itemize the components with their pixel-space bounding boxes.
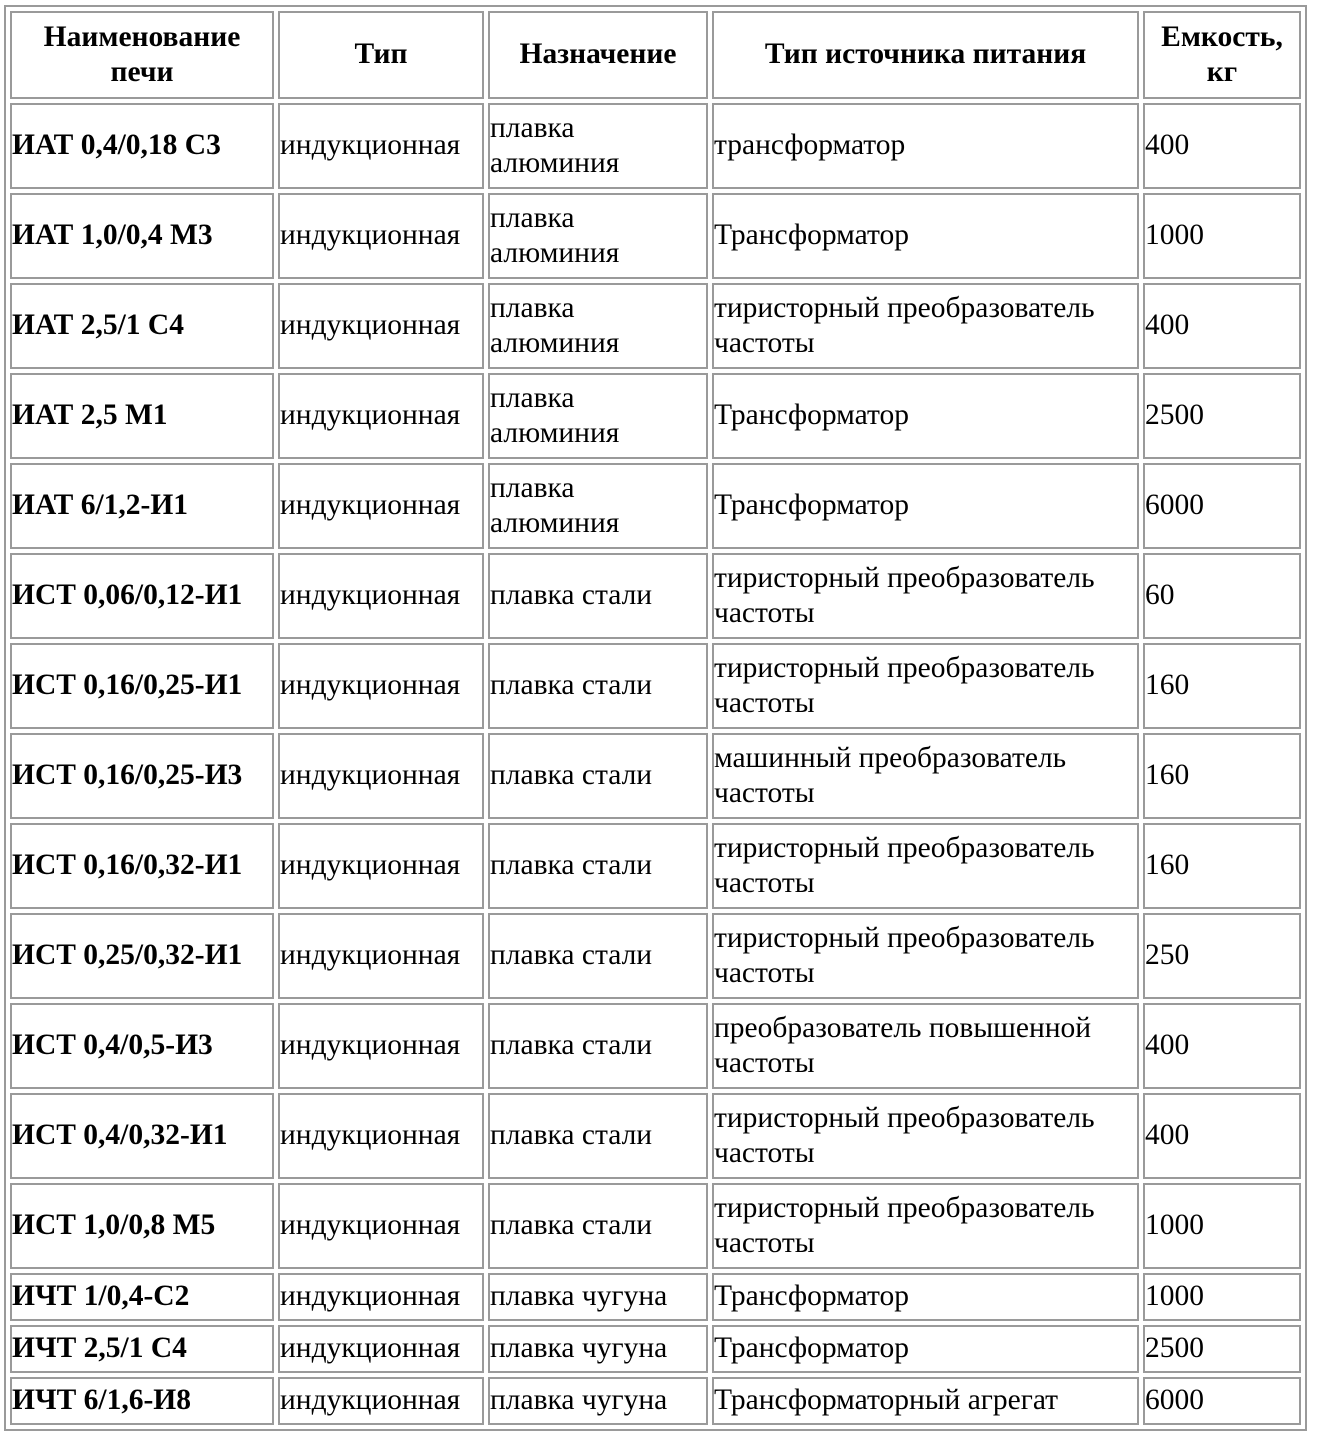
cell-furnace-name: ИСТ 0,4/0,32-И1 bbox=[10, 1093, 274, 1179]
header-purpose: Назначение bbox=[488, 11, 708, 99]
cell-furnace-name: ИСТ 0,4/0,5-И3 bbox=[10, 1003, 274, 1089]
cell-power-source: тиристорный преобразователь частоты bbox=[712, 283, 1139, 369]
cell-capacity: 6000 bbox=[1143, 1377, 1301, 1425]
cell-capacity: 6000 bbox=[1143, 463, 1301, 549]
cell-type: индукционная bbox=[278, 553, 484, 639]
cell-power-source: Трансформаторный агрегат bbox=[712, 1377, 1139, 1425]
cell-capacity: 400 bbox=[1143, 1093, 1301, 1179]
header-capacity: Емкость, кг bbox=[1143, 11, 1301, 99]
cell-capacity: 2500 bbox=[1143, 373, 1301, 459]
cell-furnace-name: ИЧТ 2,5/1 С4 bbox=[10, 1325, 274, 1373]
cell-purpose: плавка чугуна bbox=[488, 1377, 708, 1425]
cell-type: индукционная bbox=[278, 1183, 484, 1269]
cell-purpose: плавка алюминия bbox=[488, 463, 708, 549]
cell-capacity: 60 bbox=[1143, 553, 1301, 639]
cell-purpose: плавка стали bbox=[488, 1003, 708, 1089]
cell-furnace-name: ИСТ 1,0/0,8 М5 bbox=[10, 1183, 274, 1269]
table-row bbox=[10, 1273, 1301, 1321]
cell-power-source: Трансформатор bbox=[712, 1325, 1139, 1373]
cell-purpose: плавка чугуна bbox=[488, 1325, 708, 1373]
cell-type: индукционная bbox=[278, 1093, 484, 1179]
cell-type: индукционная bbox=[278, 1325, 484, 1373]
cell-furnace-name: ИСТ 0,16/0,25-И3 bbox=[10, 733, 274, 819]
cell-power-source: Трансформатор bbox=[712, 193, 1139, 279]
cell-purpose: плавка алюминия bbox=[488, 193, 708, 279]
table-row bbox=[10, 1325, 1301, 1373]
cell-furnace-name: ИАТ 2,5 М1 bbox=[10, 373, 274, 459]
header-power-source: Тип источника питания bbox=[712, 11, 1139, 99]
cell-power-source: Трансформатор bbox=[712, 373, 1139, 459]
table-row bbox=[10, 1093, 1301, 1179]
table-row bbox=[10, 1377, 1301, 1425]
cell-purpose: плавка стали bbox=[488, 553, 708, 639]
cell-capacity: 400 bbox=[1143, 283, 1301, 369]
cell-capacity: 400 bbox=[1143, 103, 1301, 189]
cell-purpose: плавка чугуна bbox=[488, 1273, 708, 1321]
cell-type: индукционная bbox=[278, 643, 484, 729]
header-type: Тип bbox=[278, 11, 484, 99]
cell-purpose: плавка стали bbox=[488, 733, 708, 819]
header-row bbox=[10, 11, 1301, 99]
cell-power-source: тиристорный преобразователь частоты bbox=[712, 553, 1139, 639]
cell-furnace-name: ИЧТ 1/0,4-С2 bbox=[10, 1273, 274, 1321]
cell-furnace-name: ИСТ 0,16/0,32-И1 bbox=[10, 823, 274, 909]
cell-type: индукционная bbox=[278, 733, 484, 819]
cell-furnace-name: ИСТ 0,25/0,32-И1 bbox=[10, 913, 274, 999]
cell-type: индукционная bbox=[278, 1273, 484, 1321]
table-row bbox=[10, 913, 1301, 999]
cell-power-source: тиристорный преобразователь частоты bbox=[712, 913, 1139, 999]
cell-purpose: плавка стали bbox=[488, 643, 708, 729]
cell-capacity: 1000 bbox=[1143, 193, 1301, 279]
cell-capacity: 160 bbox=[1143, 823, 1301, 909]
cell-type: индукционная bbox=[278, 1377, 484, 1425]
cell-capacity: 1000 bbox=[1143, 1273, 1301, 1321]
cell-power-source: тиристорный преобразователь частоты bbox=[712, 823, 1139, 909]
cell-purpose: плавка стали bbox=[488, 1093, 708, 1179]
cell-capacity: 160 bbox=[1143, 733, 1301, 819]
cell-power-source: Трансформатор bbox=[712, 463, 1139, 549]
cell-power-source: тиристорный преобразователь частоты bbox=[712, 1093, 1139, 1179]
cell-power-source: тиристорный преобразователь частоты bbox=[712, 1183, 1139, 1269]
cell-furnace-name: ИЧТ 6/1,6-И8 bbox=[10, 1377, 274, 1425]
cell-furnace-name: ИАТ 6/1,2-И1 bbox=[10, 463, 274, 549]
cell-furnace-name: ИАТ 2,5/1 С4 bbox=[10, 283, 274, 369]
furnace-table bbox=[4, 5, 1307, 1431]
cell-power-source: тиристорный преобразователь частоты bbox=[712, 643, 1139, 729]
cell-capacity: 400 bbox=[1143, 1003, 1301, 1089]
cell-type: индукционная bbox=[278, 373, 484, 459]
cell-furnace-name: ИАТ 1,0/0,4 М3 bbox=[10, 193, 274, 279]
cell-capacity: 2500 bbox=[1143, 1325, 1301, 1373]
cell-type: индукционная bbox=[278, 103, 484, 189]
cell-type: индукционная bbox=[278, 913, 484, 999]
table-row bbox=[10, 553, 1301, 639]
cell-purpose: плавка стали bbox=[488, 913, 708, 999]
cell-type: индукционная bbox=[278, 193, 484, 279]
cell-capacity: 1000 bbox=[1143, 1183, 1301, 1269]
cell-purpose: плавка стали bbox=[488, 823, 708, 909]
cell-furnace-name: ИСТ 0,06/0,12-И1 bbox=[10, 553, 274, 639]
cell-purpose: плавка алюминия bbox=[488, 373, 708, 459]
cell-power-source: трансформатор bbox=[712, 103, 1139, 189]
cell-furnace-name: ИСТ 0,16/0,25-И1 bbox=[10, 643, 274, 729]
table-row bbox=[10, 193, 1301, 279]
cell-power-source: преобразователь повышенной частоты bbox=[712, 1003, 1139, 1089]
header-furnace-name: Наименование печи bbox=[10, 11, 274, 99]
cell-capacity: 250 bbox=[1143, 913, 1301, 999]
table-row bbox=[10, 643, 1301, 729]
cell-type: индукционная bbox=[278, 823, 484, 909]
cell-purpose: плавка стали bbox=[488, 1183, 708, 1269]
cell-type: индукционная bbox=[278, 1003, 484, 1089]
cell-type: индукционная bbox=[278, 283, 484, 369]
table-row bbox=[10, 1183, 1301, 1269]
table-row bbox=[10, 733, 1301, 819]
cell-capacity: 160 bbox=[1143, 643, 1301, 729]
table-row bbox=[10, 283, 1301, 369]
table-row bbox=[10, 463, 1301, 549]
cell-power-source: Трансформатор bbox=[712, 1273, 1139, 1321]
table-row bbox=[10, 373, 1301, 459]
cell-power-source: машинный преобразователь частоты bbox=[712, 733, 1139, 819]
cell-purpose: плавка алюминия bbox=[488, 283, 708, 369]
table-row bbox=[10, 1003, 1301, 1089]
table-row bbox=[10, 823, 1301, 909]
cell-furnace-name: ИАТ 0,4/0,18 С3 bbox=[10, 103, 274, 189]
table-row bbox=[10, 103, 1301, 189]
cell-purpose: плавка алюминия bbox=[488, 103, 708, 189]
cell-type: индукционная bbox=[278, 463, 484, 549]
